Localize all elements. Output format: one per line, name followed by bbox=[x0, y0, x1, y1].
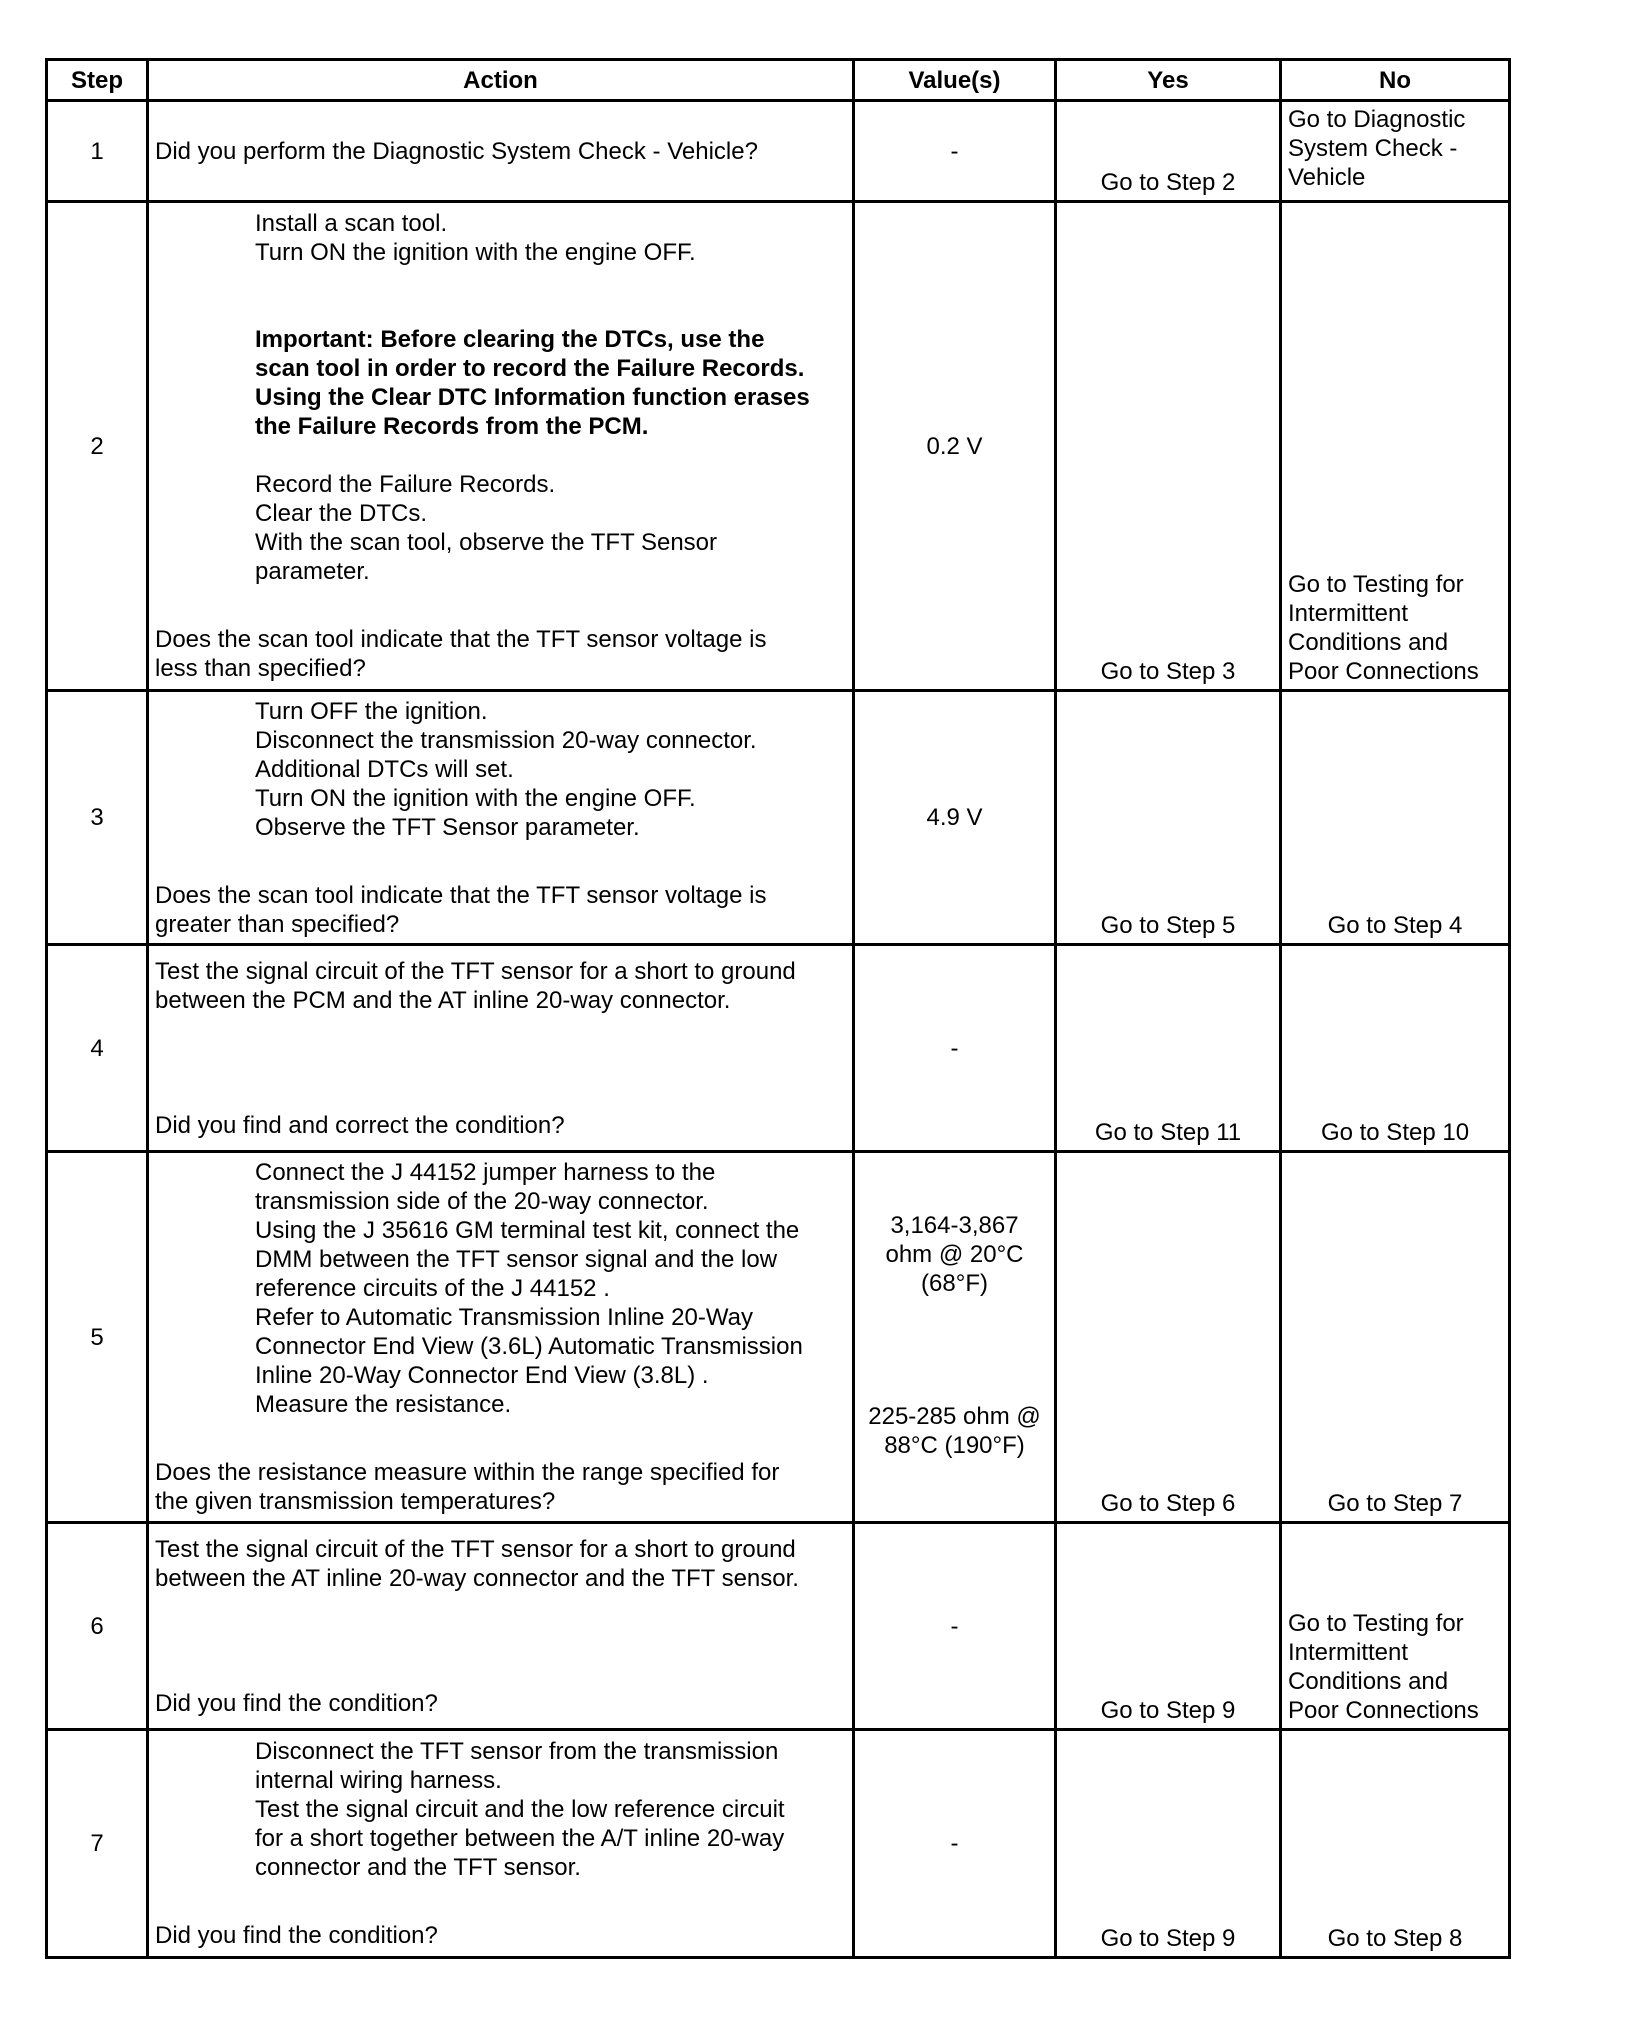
action-question: Did you find the condition? bbox=[155, 1922, 438, 1949]
table-row bbox=[47, 1152, 1510, 1523]
step-number: 5 bbox=[47, 1152, 148, 1523]
value-cell: - bbox=[854, 945, 1056, 1152]
diagnostic-table bbox=[45, 58, 1511, 1959]
step-number: 4 bbox=[47, 945, 148, 1152]
yes-cell: Go to Step 5 bbox=[1056, 691, 1281, 945]
action-question: Does the scan tool indicate that the TFT sensor voltage is bbox=[155, 881, 767, 909]
action-line: for a short together between the A/T inline 20-way bbox=[255, 1825, 785, 1852]
action-line: Using the J 35616 GM terminal test kit, connect the bbox=[255, 1217, 800, 1244]
no-cell bbox=[1281, 101, 1510, 202]
step-number: 6 bbox=[47, 1523, 148, 1730]
table-row bbox=[47, 1730, 1510, 1958]
action-question: Did you perform the Diagnostic System Check - Vehicle? bbox=[155, 137, 758, 165]
action-line: Disconnect the transmission 20-way connector. bbox=[255, 726, 757, 754]
action-cell bbox=[148, 691, 854, 945]
step-number: 1 bbox=[47, 101, 148, 202]
action-line: DMM between the TFT sensor signal and the low bbox=[255, 1246, 778, 1273]
yes-cell: Go to Step 2 bbox=[1056, 101, 1281, 202]
yes-cell: Go to Step 11 bbox=[1056, 945, 1281, 1152]
value-cell: 0.2 V bbox=[854, 202, 1056, 691]
action-line: Test the signal circuit of the TFT sensor for a short to ground bbox=[155, 1535, 796, 1563]
action-cell bbox=[148, 202, 854, 691]
no-line: Go to Testing for bbox=[1288, 1610, 1464, 1637]
action-line: connector and the TFT sensor. bbox=[255, 1854, 581, 1881]
action-question: Did you find and correct the condition? bbox=[155, 1111, 565, 1139]
no-line: Intermittent bbox=[1288, 1639, 1409, 1666]
action-line: between the AT inline 20-way connector and the TFT sensor. bbox=[155, 1564, 799, 1592]
header-no: No bbox=[1281, 60, 1510, 101]
action-line: parameter. bbox=[255, 558, 370, 585]
value-line: ohm @ 20°C bbox=[885, 1241, 1024, 1268]
action-line: Clear the DTCs. bbox=[255, 500, 428, 527]
important-note: scan tool in order to record the Failure Records. bbox=[255, 355, 805, 382]
yes-cell: Go to Step 3 bbox=[1056, 202, 1281, 691]
no-cell bbox=[1281, 1523, 1510, 1730]
action-line: Additional DTCs will set. bbox=[255, 755, 514, 783]
action-question: less than specified? bbox=[155, 655, 366, 682]
no-line: Conditions and bbox=[1288, 629, 1449, 656]
action-line: Observe the TFT Sensor parameter. bbox=[255, 813, 640, 841]
table-row bbox=[47, 202, 1510, 691]
action-line: Test the signal circuit and the low reference circuit bbox=[255, 1796, 785, 1823]
action-line: Turn OFF the ignition. bbox=[255, 697, 488, 725]
important-note: Using the Clear DTC Information function erases bbox=[255, 384, 810, 411]
no-line: System Check - bbox=[1288, 135, 1458, 162]
header-values: Value(s) bbox=[854, 60, 1056, 101]
action-line: Test the signal circuit of the TFT sensor for a short to ground bbox=[155, 957, 796, 985]
value-cell: - bbox=[854, 1523, 1056, 1730]
action-line: Install a scan tool. bbox=[255, 210, 448, 237]
value-cell: - bbox=[854, 1730, 1056, 1958]
value-cell: 4.9 V bbox=[854, 691, 1056, 945]
action-cell bbox=[148, 1152, 854, 1523]
action-line: transmission side of the 20-way connector. bbox=[255, 1188, 709, 1215]
no-cell: Go to Step 8 bbox=[1281, 1730, 1510, 1958]
yes-cell: Go to Step 9 bbox=[1056, 1730, 1281, 1958]
step-number: 7 bbox=[47, 1730, 148, 1958]
step-number: 2 bbox=[47, 202, 148, 691]
table-row bbox=[47, 691, 1510, 945]
action-question: the given transmission temperatures? bbox=[155, 1488, 556, 1515]
table-row bbox=[47, 1523, 1510, 1730]
important-note: the Failure Records from the PCM. bbox=[255, 413, 649, 440]
no-cell: Go to Step 4 bbox=[1281, 691, 1510, 945]
action-line: Refer to Automatic Transmission Inline 20-Way bbox=[255, 1304, 753, 1331]
action-line: internal wiring harness. bbox=[255, 1767, 502, 1794]
no-cell: Go to Step 10 bbox=[1281, 945, 1510, 1152]
yes-cell: Go to Step 6 bbox=[1056, 1152, 1281, 1523]
header-step: Step bbox=[47, 60, 148, 101]
action-question: Does the resistance measure within the range specified for bbox=[155, 1459, 780, 1486]
action-line: Disconnect the TFT sensor from the transmission bbox=[255, 1738, 779, 1765]
action-line: Inline 20-Way Connector End View (3.8L) . bbox=[255, 1362, 709, 1389]
action-line: reference circuits of the J 44152 . bbox=[255, 1275, 610, 1302]
value-line: 88°C (190°F) bbox=[884, 1432, 1025, 1459]
no-cell: Go to Step 7 bbox=[1281, 1152, 1510, 1523]
no-line: Go to Testing for bbox=[1288, 571, 1464, 598]
no-cell bbox=[1281, 202, 1510, 691]
no-line: Poor Connections bbox=[1288, 658, 1479, 685]
action-line: Measure the resistance. bbox=[255, 1391, 512, 1418]
action-cell bbox=[148, 1523, 854, 1730]
action-question: Does the scan tool indicate that the TFT sensor voltage is bbox=[155, 626, 767, 653]
action-cell bbox=[148, 945, 854, 1152]
action-line: Connect the J 44152 jumper harness to the bbox=[255, 1159, 716, 1186]
header-action: Action bbox=[148, 60, 854, 101]
table-row bbox=[47, 945, 1510, 1152]
value-line: 225-285 ohm @ bbox=[868, 1403, 1041, 1430]
action-line: Connector End View (3.6L) Automatic Transmission bbox=[255, 1333, 803, 1360]
no-line: Conditions and bbox=[1288, 1668, 1449, 1695]
action-question: Did you find the condition? bbox=[155, 1689, 438, 1717]
table-row bbox=[47, 101, 1510, 202]
action-line: Turn ON the ignition with the engine OFF. bbox=[255, 239, 696, 266]
action-question: greater than specified? bbox=[155, 910, 400, 938]
action-cell bbox=[148, 101, 854, 202]
value-line: 3,164-3,867 bbox=[890, 1212, 1019, 1239]
action-line: Turn ON the ignition with the engine OFF. bbox=[255, 784, 696, 812]
value-cell: - bbox=[854, 101, 1056, 202]
header-row bbox=[47, 60, 1510, 101]
no-line: Intermittent bbox=[1288, 600, 1409, 627]
value-line: (68°F) bbox=[921, 1270, 988, 1297]
step-number: 3 bbox=[47, 691, 148, 945]
action-line: With the scan tool, observe the TFT Sensor bbox=[255, 529, 717, 556]
action-cell bbox=[148, 1730, 854, 1958]
yes-cell: Go to Step 9 bbox=[1056, 1523, 1281, 1730]
important-note: Important: Before clearing the DTCs, use the bbox=[255, 326, 765, 353]
value-cell bbox=[854, 1152, 1056, 1523]
header-yes: Yes bbox=[1056, 60, 1281, 101]
no-line: Poor Connections bbox=[1288, 1697, 1479, 1724]
action-line: Record the Failure Records. bbox=[255, 471, 556, 498]
no-line: Go to Diagnostic bbox=[1288, 106, 1466, 133]
no-line: Vehicle bbox=[1288, 164, 1366, 191]
action-line: between the PCM and the AT inline 20-way connector. bbox=[155, 986, 731, 1014]
